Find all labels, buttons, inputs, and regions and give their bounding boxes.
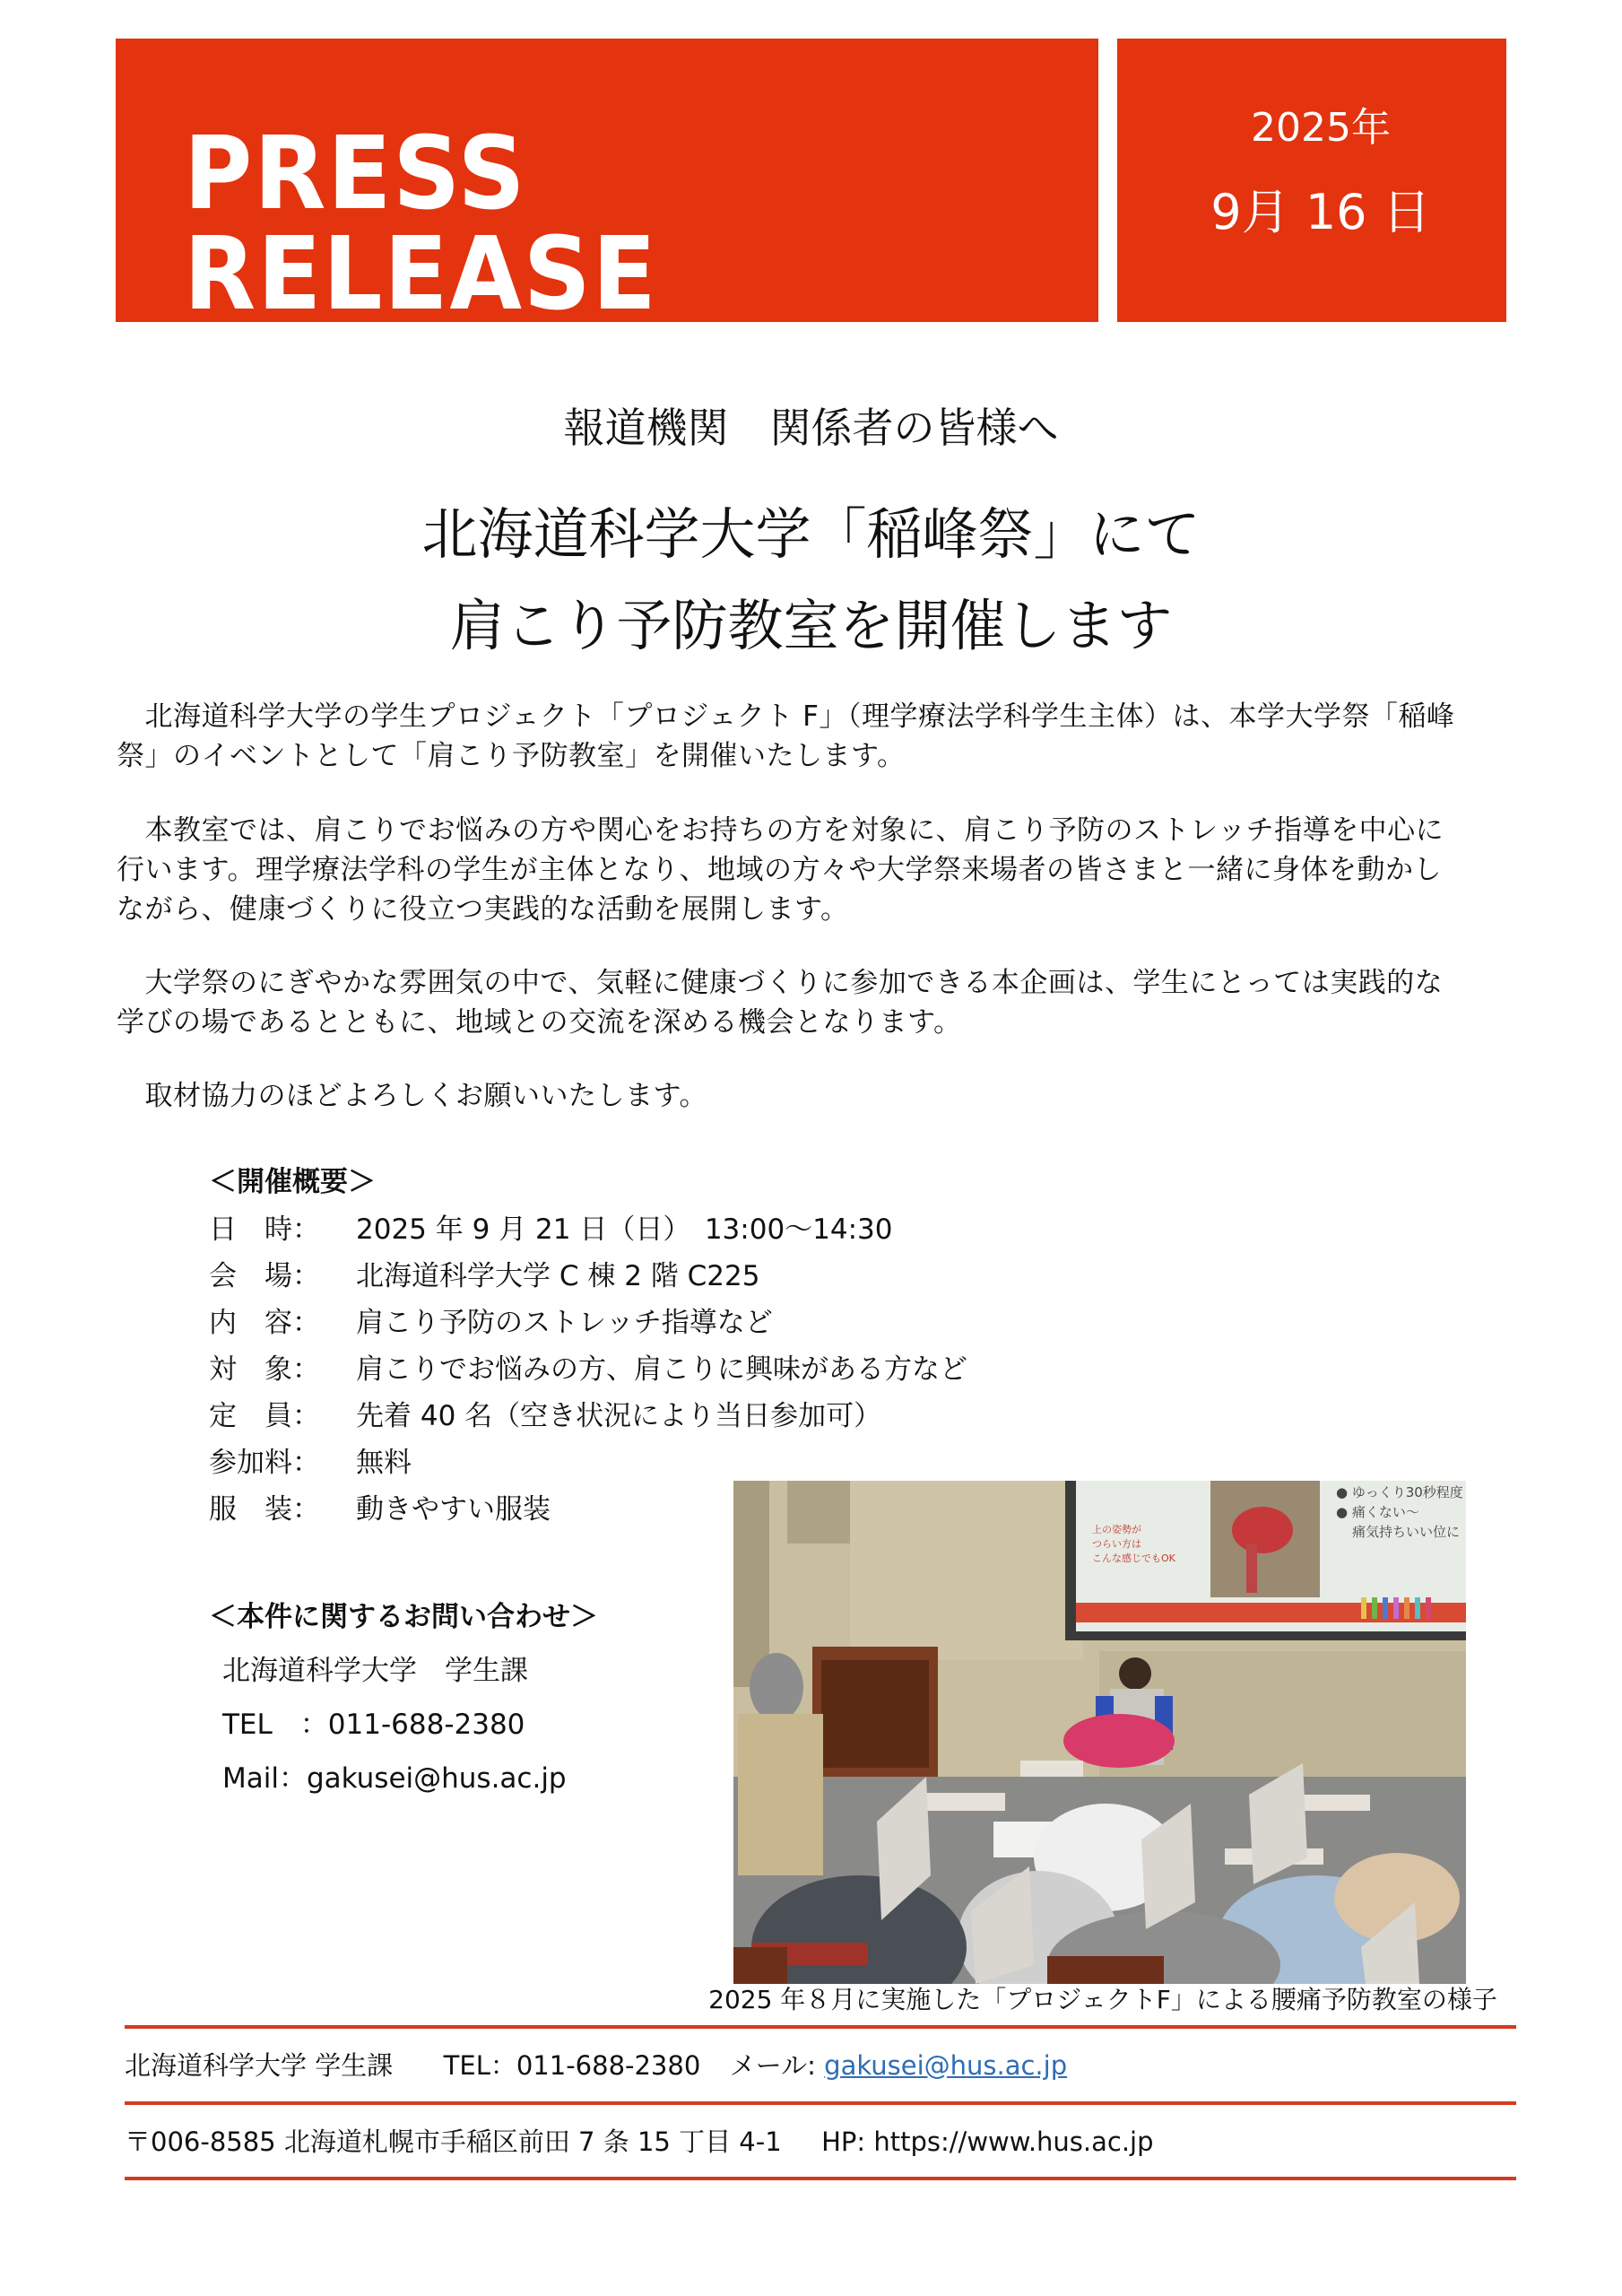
paragraph-intro: 北海道科学大学の学生プロジェクト「プロジェクト F」（理学療法学科学生主体）は、本学大学祭「稲峰祭」のイベントとして「肩こり予防教室」を開催いたします。 <box>117 700 1455 772</box>
overview-value: 北海道科学大学 C 棟 2 階 C225 <box>356 1260 760 1292</box>
footer-rule-middle <box>125 2101 1516 2105</box>
release-date-year: 2025年 <box>1251 105 1391 151</box>
footer-tel: TEL：011-688-2380 <box>443 2050 701 2081</box>
overview-label: 参加料： <box>209 1447 320 1479</box>
page-title <box>0 489 1622 672</box>
overview-value: 肩こり予防のストレッチ指導など <box>356 1307 773 1339</box>
paragraph-request: 取材協力のほどよろしくお願いいたします。 <box>117 1080 708 1112</box>
contact-tel: TEL ：011-688-2380 <box>222 1709 525 1741</box>
overview-heading: ＜開催概要＞ <box>209 1166 376 1198</box>
footer-org: 北海道科学大学 学生課 <box>125 2050 394 2081</box>
release-date-day: 9月 16 日 <box>1210 184 1431 240</box>
footer-rule-top <box>125 2025 1516 2029</box>
classroom-photo-illustration <box>733 1481 1466 1984</box>
overview-label: 日 時： <box>209 1213 320 1246</box>
overview-label: 服 装： <box>209 1493 320 1526</box>
event-photo <box>733 1481 1466 1984</box>
contact-org: 北海道科学大学 学生課 <box>222 1655 528 1687</box>
footer-rule-bottom <box>125 2177 1516 2180</box>
title-line-1: 北海道科学大学「稲峰祭」にて <box>421 501 1201 567</box>
overview-label: 内 容： <box>209 1307 320 1339</box>
footer-contact <box>125 2050 1068 2081</box>
footer-address: 〒006-8585 北海道札幌市手稲区前田 7 条 15 丁目 4-1 <box>125 2126 782 2157</box>
overview-value: 肩こりでお悩みの方、肩こりに興味がある方など <box>356 1353 967 1386</box>
overview-value: 2025 年 9 月 21 日（日） 13:00～14:30 <box>356 1213 893 1246</box>
salutation: 報道機関 関係者の皆様へ <box>563 404 1059 452</box>
svg-text:● 痛くない～: ● 痛くない～ <box>1336 1504 1419 1520</box>
footer-mail-label: メール: <box>729 2050 816 2081</box>
paragraph-significance: 大学祭のにぎやかな雰囲気の中で、気軽に健康づくりに参加できる本企画は、学生にとっては実践的な学びの場であるとともに、地域との交流を深める機会となります。 <box>117 967 1444 1039</box>
contact-heading: ＜本件に関するお問い合わせ＞ <box>209 1601 598 1633</box>
release-date-box <box>1117 39 1506 322</box>
footer-email-link[interactable]: gakusei@hus.ac.jp <box>824 2050 1068 2081</box>
overview-label: 定 員： <box>209 1400 320 1432</box>
svg-text:つらい方は: つらい方は <box>1092 1538 1141 1550</box>
title-line-2: 肩こり予防教室を開催します <box>449 593 1173 658</box>
paragraph-details: 本教室では、肩こりでお悩みの方や関心をお持ちの方を対象に、肩こり予防のストレッチ指導を中心に行います。理学療法学科の学生が主体となり、地域の方々や大学祭来場者の皆さまと一緒に身体を動かしながら、健康づくりに役立つ実践的な活動を展開します。 <box>117 814 1444 926</box>
press-release-banner <box>116 39 1098 333</box>
overview-value: 動きやすい服装 <box>356 1493 551 1526</box>
overview-label: 会 場： <box>209 1260 320 1292</box>
footer-address-line <box>125 2126 1154 2157</box>
svg-text:上の姿勢が: 上の姿勢が <box>1092 1524 1141 1535</box>
overview-value: 無料 <box>356 1447 412 1479</box>
svg-text:こんな感じでもOK: こんな感じでもOK <box>1092 1552 1175 1564</box>
footer-homepage: HP: https://www.hus.ac.jp <box>821 2126 1154 2157</box>
press-release-title: PRESS RELEASE <box>184 116 658 333</box>
svg-text:痛気持ちいい位に: 痛気持ちいい位に <box>1352 1524 1461 1540</box>
overview-label: 対 象： <box>209 1353 320 1386</box>
contact-mail: Mail：gakusei@hus.ac.jp <box>222 1762 567 1795</box>
photo-caption: 2025 年８月に実施した「プロジェクトF」による腰痛予防教室の様子 <box>708 1985 1497 2014</box>
svg-text:● ゆっくり30秒程度: ● ゆっくり30秒程度 <box>1336 1484 1463 1500</box>
overview-value: 先着 40 名（空き状況により当日参加可） <box>356 1400 882 1432</box>
